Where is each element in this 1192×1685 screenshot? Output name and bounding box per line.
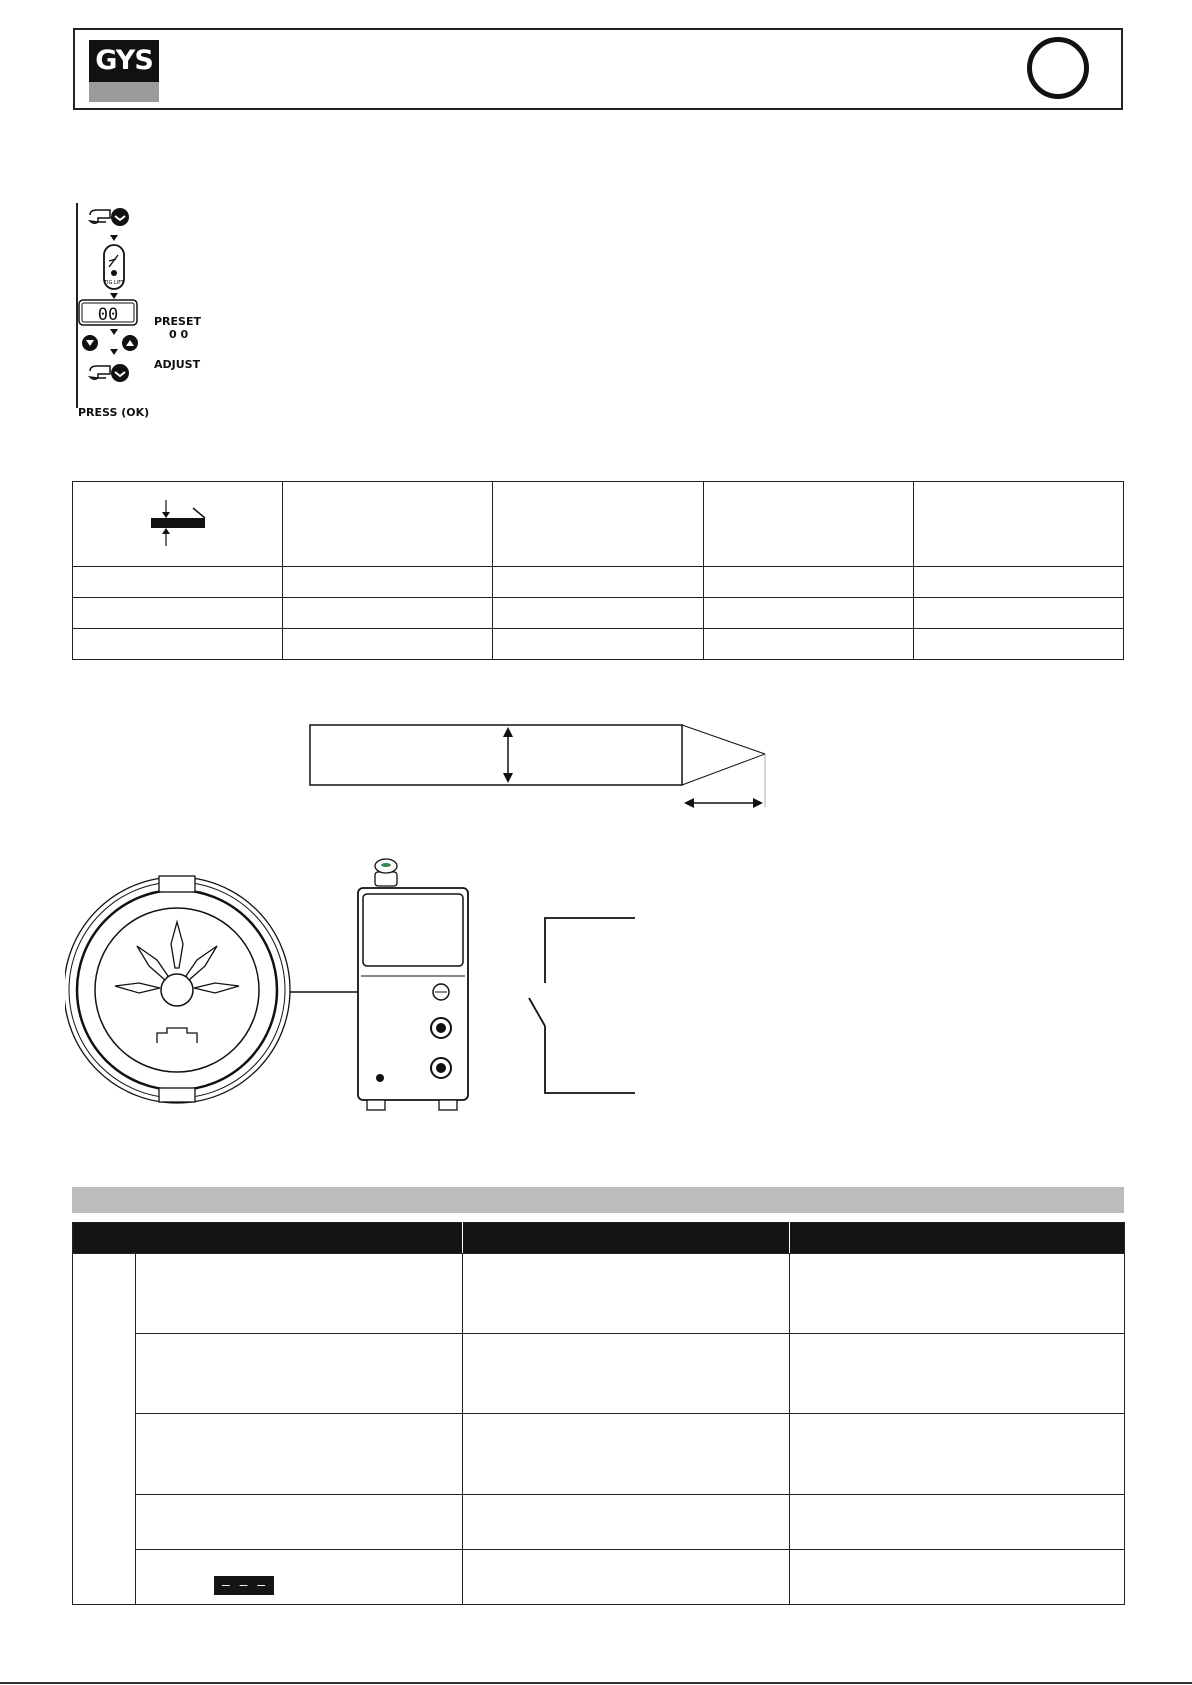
switch-schematic xyxy=(529,918,635,1093)
dash-display-badge: – – – xyxy=(214,1576,274,1595)
preset-value: 0 0 xyxy=(169,328,189,341)
page-bottom-rule xyxy=(0,1682,1192,1684)
table-row xyxy=(73,567,1124,598)
table-row xyxy=(73,1414,1125,1494)
svg-text:TIG LIFT: TIG LIFT xyxy=(103,280,125,286)
procedure-icons xyxy=(72,203,212,421)
thickness-header-cell xyxy=(73,482,283,567)
table-header-row xyxy=(73,1223,1125,1254)
table-row xyxy=(73,1334,1125,1414)
electrode-sharpening-diagram xyxy=(300,715,800,825)
page-header xyxy=(73,28,1123,110)
down-arrow-icon xyxy=(110,235,118,241)
preset-label: PRESET xyxy=(154,315,201,328)
welding-unit xyxy=(358,859,468,1110)
connector-socket xyxy=(65,876,290,1103)
sheet-thickness-icon xyxy=(73,482,283,562)
logo-text: GYS xyxy=(89,40,159,82)
trigger-connector-diagram xyxy=(65,858,665,1118)
gys-logo xyxy=(89,40,159,102)
svg-text:00: 00 xyxy=(97,305,119,325)
thickness-table xyxy=(72,481,1124,660)
table-row xyxy=(73,1549,1125,1604)
press-ok-button-icon xyxy=(90,364,129,382)
language-circle-icon xyxy=(1027,37,1089,99)
troubleshooting-table xyxy=(72,1222,1125,1605)
category-cell xyxy=(73,1254,136,1605)
digital-display xyxy=(79,300,137,325)
table-row xyxy=(73,1494,1125,1549)
section-band xyxy=(72,1187,1124,1213)
tig-mode-icon xyxy=(103,245,125,289)
adjust-label: ADJUST xyxy=(154,358,201,371)
press-button-icon xyxy=(90,208,129,226)
press-ok-label: PRESS (OK) xyxy=(78,406,150,419)
setting-procedure xyxy=(72,203,212,421)
table-row xyxy=(73,1254,1125,1334)
table-row xyxy=(73,598,1124,629)
table-row xyxy=(73,629,1124,660)
